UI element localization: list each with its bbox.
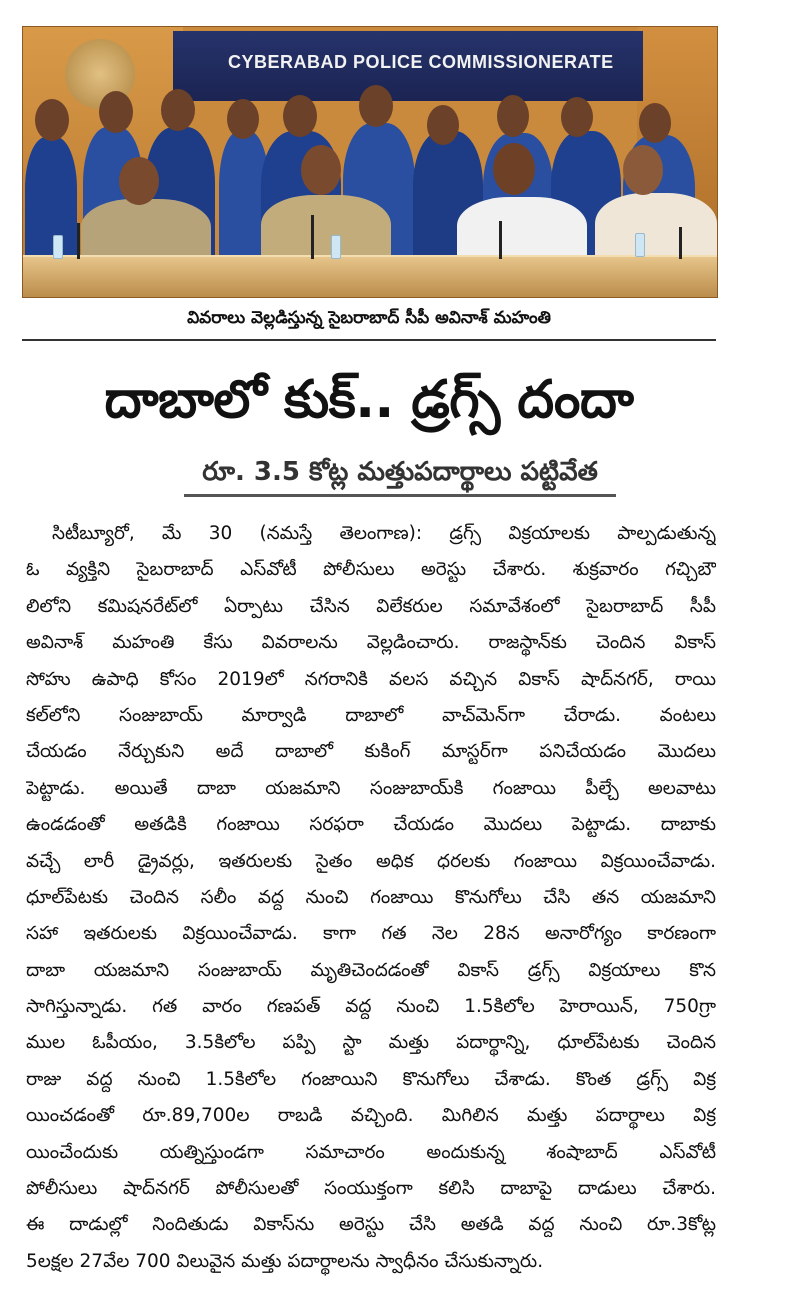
press-conference-photo [22,26,718,298]
body-line: వచ్చే లారీ డ్రైవర్లు, ఇతరులకు సైతం అధిక ధరలకు గంజాయి విక్రయించేవాడు. [26,850,716,872]
standing-officer-head [427,105,459,145]
microphone [499,221,502,259]
water-bottle [53,235,63,259]
body-line: రాజు వద్ద నుంచి 1.5కిలోల గంజాయిని కొనుగోలు చేశాడు. కొంత డ్రగ్స్ విక్ర [26,1068,716,1090]
conference-table [23,255,717,298]
subheadline-wrapper [0,452,800,497]
article-subheadline: రూ. 3.5 కోట్ల మత్తుపదార్థాలు పట్టివేత [184,452,616,497]
body-line: సహా ఇతరులకు విక్రయించేవాడు. కాగా గత నెల 28న అనారోగ్యం కారణంగా [26,923,716,945]
body-line: పోలీసులు షాద్‌నగర్ పోలీసులతో సంయుక్తంగా కలిసి దాబాపై దాడులు చేశారు. [26,1178,716,1200]
standing-officer-head [359,85,393,127]
body-line: యించడంతో రూ.89,700ల రాబడి వచ్చింది. మిగిలిన మత్తు పదార్థాలు విక్ర [26,1105,716,1127]
seated-cp-head [301,145,341,195]
standing-officer-head [99,91,133,133]
body-line: లిలోని కమిషనరేట్‌లో ఏర్పాటు చేసిన విలేకరుల సమావేశంలో సైబరాబాద్ సీపీ [26,595,716,617]
water-bottle [635,233,645,257]
body-line: ముల ఓపీయం, 3.5కిలోల పప్పి స్టా మత్తు పదార్థాన్ని, ధూల్‌పేటకు చెందిన [26,1032,716,1054]
body-line: ఈ దాడుల్లో నిందితుడు వికాస్‌ను అరెస్టు చేసి అతడి వద్ద నుంచి రూ.3కోట్ల [26,1214,716,1236]
body-line: సిటీబ్యూరో, మే 30 (నమస్తే తెలంగాణ): డ్రగ్స్ విక్రయాలకు పాల్పడుతున్న [52,523,716,544]
standing-officer-head [161,89,195,131]
seated-officer-head [119,157,159,205]
body-line: సాగిస్తున్నాడు. గత వారం గణపత్ వద్ద నుంచి 1.5కిలోల హెరాయిన్, 750గ్రా [26,996,716,1018]
body-line: యించేందుకు యత్నిస్తుండగా సమాచారం అందుకున్న శంషాబాద్ ఎస్‌వోటీ [26,1141,716,1163]
body-line: ఓ వ్యక్తిని సైబరాబాద్ ఎస్‌వోటీ పోలీసులు అరెస్టు చేశారు. శుక్రవారం గచ్చిబౌ [26,559,716,581]
standing-officer-head [497,95,529,137]
article-headline: దాబాలో కుక్.. డ్రగ్స్ దందా [104,370,634,430]
article-body [26,516,716,1280]
standing-officer-head [639,103,671,143]
body-line: చేయడం నేర్చుకుని అదే దాబాలో కుకింగ్ మాస్టర్‌గా పనిచేయడం మొదలు [26,741,716,763]
microphone [77,223,80,259]
microphone [311,215,314,259]
body-line: అవినాశ్ మహంతి కేసు వివరాలను వెల్లడించారు. రాజస్థాన్‌కు చెందిన వికాస్ [26,632,716,654]
seated-official-head [623,145,663,195]
body-line: పెట్టాడు. అయితే దాబా యజమాని సంజుబాయ్‌కి గంజాయి పీల్చే అలవాటు [26,777,716,799]
standing-officer-head [227,99,259,139]
body-line: 5లక్షల 27వేల 700 విలువైన మత్తు పదార్థాలను స్వాధీనం చేసుకున్నారు. [26,1250,544,1272]
banner-text: CYBERABAD POLICE COMMISSIONERATE [228,52,614,72]
body-line: ధూల్‌పేటకు చెందిన సలీం వద్ద నుంచి గంజాయి కొనుగోలు చేసి తన యజమాని [26,886,716,908]
seated-official-head [493,143,535,195]
standing-officer-head [35,99,69,141]
body-line: దాబా యజమాని సంజుబాయ్ మృతిచెందడంతో వికాస్ డ్రగ్స్ విక్రయాలు కొన [26,959,716,981]
standing-officer-head [283,95,317,137]
standing-officer [25,137,77,267]
microphone [679,227,682,259]
body-line: ఉండడంతో అతడికి గంజాయి సరఫరా చేయడం మొదలు పెట్టాడు. దాబాకు [26,814,716,836]
body-line: సోహు ఉపాధి కోసం 2019లో నగరానికి వలస వచ్చిన వికాస్ షాద్‌నగర్, రాయి [26,668,716,690]
water-bottle [331,235,341,259]
caption-divider [22,339,716,341]
body-line: కల్‌లోని సంజుబాయ్ మార్వాడి దాబాలో వాచ్‌మెన్‌గా చేరాడు. వంటలు [26,704,716,726]
standing-officer-head [561,97,593,137]
photo-caption: వివరాలు వెల్లడిస్తున్న సైబరాబాద్ సీపీ అవినాశ్ మహంతి [187,308,551,328]
